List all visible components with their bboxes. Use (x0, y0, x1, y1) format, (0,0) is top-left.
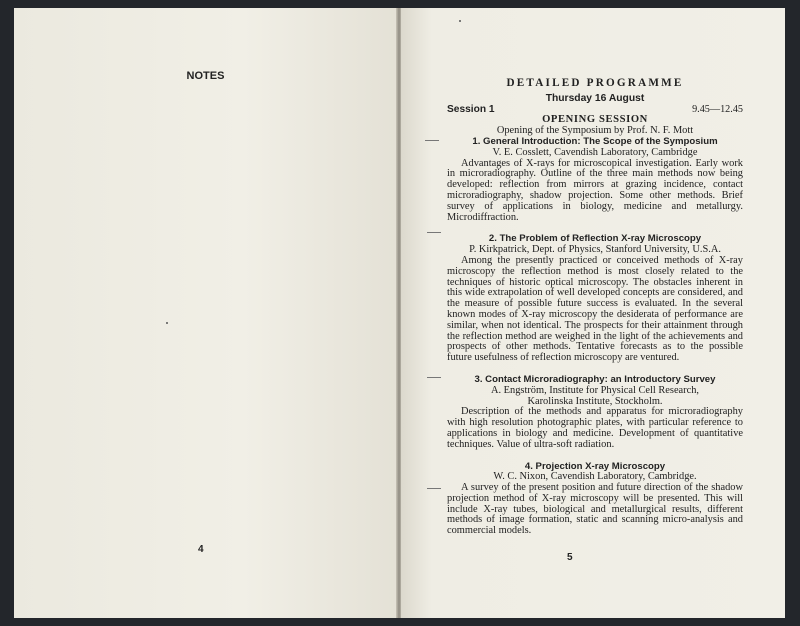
paper-4 (447, 462, 743, 538)
left-page-number: 4 (198, 544, 204, 555)
paper-title: 4. Projection X-ray Microscopy (524, 460, 666, 472)
left-page (14, 8, 397, 618)
paper-abstract: A survey of the present position and future direction of the shadow projection method of X-ray microscopy will be presented. This will include X-ray tubes, biological and metallurgical results, different methods of image formation, static and scanning micro-analysis and commercial models. (447, 482, 743, 537)
paper-abstract: Among the presently practiced or conceived methods of X-ray microscopy the reflection method is most closely related to the techniques of historic optical microscopy. The obstacles inherent in this wide extrapolation of well developed concepts are considered, and the measure of possible future success is evaluated. In the several known modes of X-ray microscopy the desiderata of performance are similar, when not identical. The prospects for their attainment through the reflection method are weighed in the light of the achievements and prospects of other methods. Tentative forecasts as to the possible future usefulness of reflection microscopy are ventured. (447, 254, 743, 364)
margin-mark (427, 232, 441, 233)
margin-mark (427, 377, 441, 378)
paper-author: V. E. Cosslett, Cavendish Laboratory, Cambridge (492, 146, 698, 158)
paper-author: P. Kirkpatrick, Dept. of Physics, Stanford University, U.S.A. (469, 244, 721, 256)
paper-title: 3. Contact Microradiography: an Introductory Survey (474, 373, 716, 385)
programme-content (447, 78, 743, 537)
paper-2 (447, 234, 743, 364)
margin-mark (427, 488, 441, 489)
session-date: Thursday 16 August (545, 92, 645, 104)
paper-1 (447, 137, 743, 223)
paper-abstract: Advantages of X-rays for microscopical investigation. Early work in microradiography. Outline of the three main methods now being developed: reflection from mirrors at grazing incidence, contact microradiography, shadow projection. Some other methods. Brief survey of applications in biology, medicine and metallurgy. Microdiffraction. (447, 157, 743, 223)
notes-title: NOTES (186, 70, 225, 82)
programme-heading: DETAILED PROGRAMME (506, 77, 684, 89)
right-page-number: 5 (567, 552, 573, 563)
paper-speck (166, 322, 168, 324)
opening-line: Opening of the Symposium by Prof. N. F. Mott (496, 125, 694, 137)
paper-title: 1. General Introduction: The Scope of the Symposium (472, 135, 718, 147)
paper-speck (459, 20, 461, 22)
paper-author: A. Engström, Institute for Physical Cell Research, (490, 384, 700, 396)
paper-abstract: Description of the methods and apparatus for microradiography with high resolution photographic plates, with particular reference to applications in biology and medicine. Development of quantitative techniques. Value of ultra-soft radiation. (447, 406, 743, 450)
right-page (401, 8, 785, 618)
paper-title: 2. The Problem of Reflection X-ray Microscopy (488, 233, 702, 245)
session-label: Session 1 (447, 103, 495, 115)
margin-mark (425, 140, 439, 141)
paper-author: W. C. Nixon, Cavendish Laboratory, Cambridge. (493, 471, 697, 483)
paper-3 (447, 375, 743, 451)
session-title: OPENING SESSION (542, 114, 648, 126)
paper-author: Karolinska Institute, Stockholm. (527, 395, 663, 407)
session-time: 9.45—12.45 (692, 103, 743, 115)
